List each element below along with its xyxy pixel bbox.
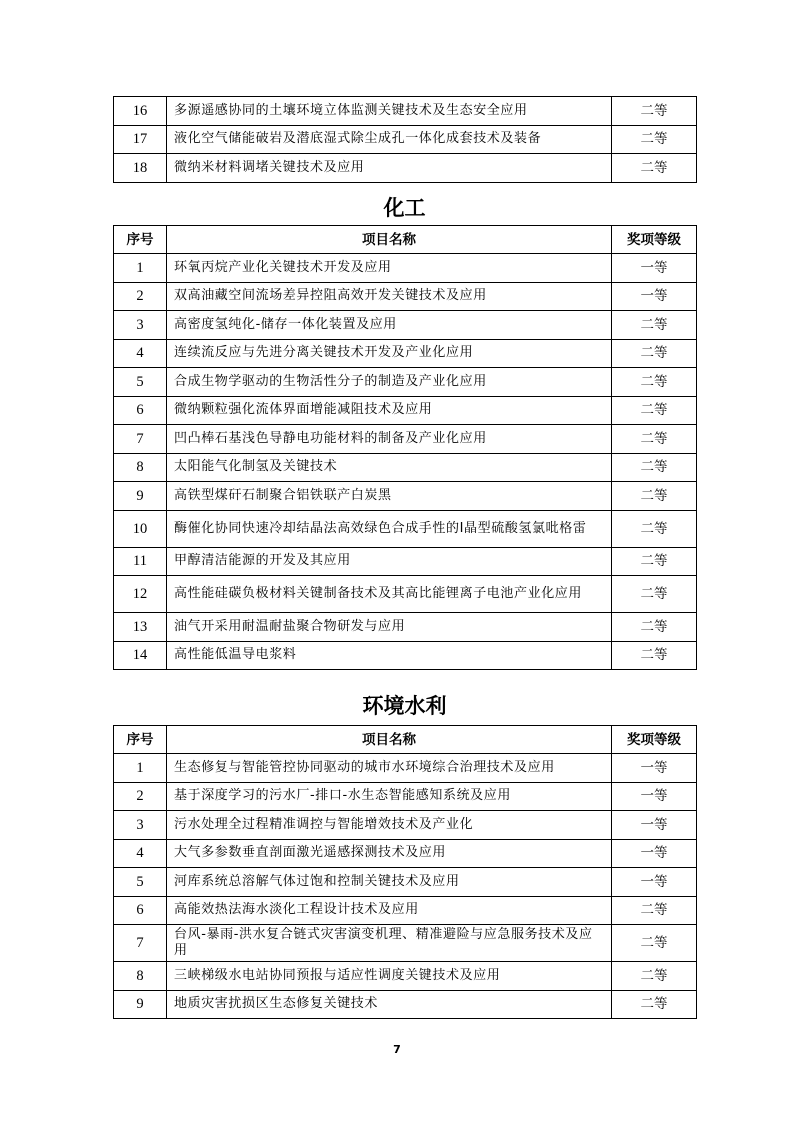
row-number: 2 [114,782,167,811]
row-number: 2 [114,282,167,311]
project-name: 甲醇清洁能源的开发及其应用 [167,547,612,576]
header-name: 项目名称 [167,726,612,754]
award-level: 二等 [612,154,697,183]
row-number: 5 [114,368,167,397]
award-level: 二等 [612,453,697,482]
award-level: 二等 [612,990,697,1019]
table-header-row [114,226,697,254]
project-name: 高铁型煤矸石制聚合铝铁联产白炭黑 [167,482,612,511]
award-level: 二等 [612,613,697,642]
table-environment [113,725,697,1019]
project-name: 地质灾害扰损区生态修复关键技术 [167,990,612,1019]
table-row [114,425,697,454]
table-row [114,453,697,482]
award-level: 二等 [612,396,697,425]
table-row [114,839,697,868]
row-number: 7 [114,425,167,454]
table-row [114,811,697,840]
row-number: 4 [114,339,167,368]
award-level: 一等 [612,782,697,811]
project-name: 生态修复与智能管控协同驱动的城市水环境综合治理技术及应用 [167,754,612,783]
award-level: 二等 [612,641,697,670]
award-level: 二等 [612,339,697,368]
table-row [114,154,697,183]
award-level: 二等 [612,925,697,962]
row-number: 12 [114,576,167,613]
project-name: 合成生物学驱动的生物活性分子的制造及产业化应用 [167,368,612,397]
award-level: 二等 [612,576,697,613]
project-name: 液化空气储能破岩及潜底湿式除尘成孔一体化成套技术及装备 [167,125,612,154]
project-name: 酶催化协同快速冷却结晶法高效绿色合成手性的Ⅰ晶型硫酸氢氯吡格雷 [167,510,612,547]
row-number: 17 [114,125,167,154]
award-level: 一等 [612,254,697,283]
award-level: 二等 [612,962,697,991]
header-name: 项目名称 [167,226,612,254]
table-row [114,641,697,670]
table-row [114,482,697,511]
award-level: 一等 [612,839,697,868]
table-row [114,613,697,642]
row-number: 14 [114,641,167,670]
table-row [114,782,697,811]
project-name: 三峡梯级水电站协同预报与适应性调度关键技术及应用 [167,962,612,991]
table-row [114,339,697,368]
table-row [114,125,697,154]
project-name: 微纳颗粒强化流体界面增能减阻技术及应用 [167,396,612,425]
table-row [114,396,697,425]
table-row [114,962,697,991]
table-row [114,896,697,925]
row-number: 1 [114,254,167,283]
table-row [114,925,697,962]
section-title-chemical: 化工 [383,196,426,220]
row-number: 7 [114,925,167,962]
project-name: 高能效热法海水淡化工程设计技术及应用 [167,896,612,925]
project-name: 河库系统总溶解气体过饱和控制关键技术及应用 [167,868,612,897]
award-level: 二等 [612,510,697,547]
row-number: 3 [114,311,167,340]
table-row [114,754,697,783]
row-number: 9 [114,482,167,511]
award-level: 二等 [612,547,697,576]
project-name: 大气多参数垂直剖面激光遥感探测技术及应用 [167,839,612,868]
project-name: 太阳能气化制氢及关键技术 [167,453,612,482]
row-number: 8 [114,453,167,482]
project-name: 高性能低温导电浆料 [167,641,612,670]
row-number: 16 [114,97,167,126]
row-number: 11 [114,547,167,576]
row-number: 13 [114,613,167,642]
table-row [114,868,697,897]
table-row [114,547,697,576]
row-number: 10 [114,510,167,547]
row-number: 1 [114,754,167,783]
row-number: 4 [114,839,167,868]
project-name: 台风-暴雨-洪水复合链式灾害演变机理、精准避险与应急服务技术及应用 [167,925,612,962]
header-no: 序号 [114,726,167,754]
award-level: 一等 [612,868,697,897]
table-row [114,254,697,283]
row-number: 9 [114,990,167,1019]
award-level: 二等 [612,896,697,925]
project-name: 污水处理全过程精准调控与智能增效技术及产业化 [167,811,612,840]
award-level: 一等 [612,754,697,783]
award-level: 二等 [612,482,697,511]
table-row [114,576,697,613]
row-number: 18 [114,154,167,183]
table-row [114,990,697,1019]
table-row [114,311,697,340]
award-level: 二等 [612,125,697,154]
project-name: 双高油藏空间流场差异控阻高效开发关键技术及应用 [167,282,612,311]
project-name: 连续流反应与先进分离关键技术开发及产业化应用 [167,339,612,368]
row-number: 3 [114,811,167,840]
section-title-environment: 环境水利 [362,694,447,718]
project-name: 基于深度学习的污水厂-排口-水生态智能感知系统及应用 [167,782,612,811]
project-name: 环氧丙烷产业化关键技术开发及应用 [167,254,612,283]
award-level: 一等 [612,811,697,840]
table-chemical [113,225,697,670]
page-number: 7 [393,1043,401,1056]
award-level: 二等 [612,368,697,397]
table-row [114,282,697,311]
row-number: 5 [114,868,167,897]
project-name: 油气开采用耐温耐盐聚合物研发与应用 [167,613,612,642]
table-row [114,510,697,547]
row-number: 6 [114,896,167,925]
project-name: 高密度氢纯化-储存一体化装置及应用 [167,311,612,340]
project-name: 高性能硅碳负极材料关键制备技术及其高比能锂离子电池产业化应用 [167,576,612,613]
table-row [114,368,697,397]
table-header-row [114,726,697,754]
header-level: 奖项等级 [612,226,697,254]
project-name: 凹凸棒石基浅色导静电功能材料的制备及产业化应用 [167,425,612,454]
award-level: 二等 [612,425,697,454]
header-no: 序号 [114,226,167,254]
header-level: 奖项等级 [612,726,697,754]
row-number: 6 [114,396,167,425]
award-level: 二等 [612,97,697,126]
table-row [114,97,697,126]
project-name: 多源遥感协同的土壤环境立体监测关键技术及生态安全应用 [167,97,612,126]
row-number: 8 [114,962,167,991]
award-level: 二等 [612,311,697,340]
award-level: 一等 [612,282,697,311]
table-continued [113,96,697,183]
project-name: 微纳米材料调堵关键技术及应用 [167,154,612,183]
